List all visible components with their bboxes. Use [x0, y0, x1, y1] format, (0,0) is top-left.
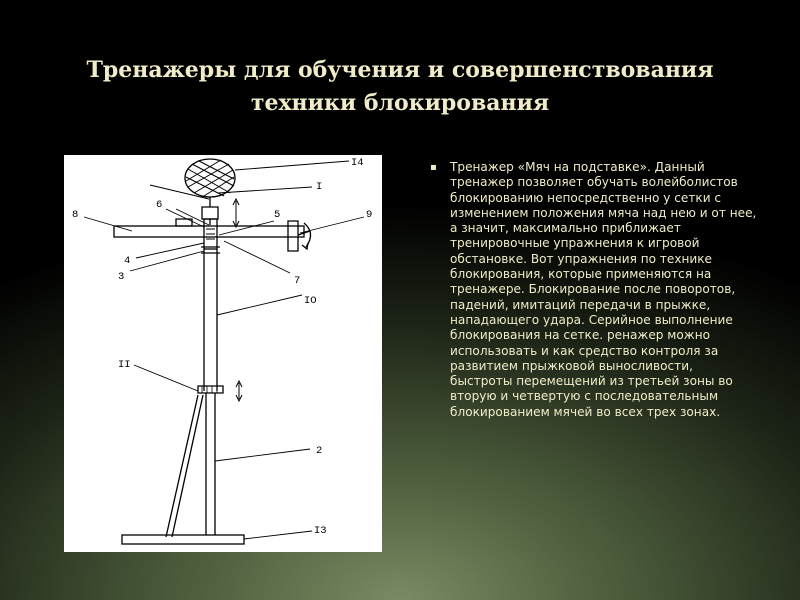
lower-mast	[206, 393, 215, 535]
leader-b	[150, 185, 209, 199]
leader-2	[215, 449, 310, 461]
square-bullet-icon: ▪	[430, 162, 437, 173]
crossbar	[114, 226, 304, 237]
leader-10	[217, 295, 302, 315]
leader-9	[300, 217, 364, 233]
label-7: 7	[294, 275, 301, 287]
ball-rod	[202, 197, 218, 219]
leader-5	[219, 221, 274, 235]
bullet-item	[428, 160, 758, 420]
brace	[166, 395, 203, 537]
bullet-text: Тренажер «Мяч на подставке». Данный тренажер позволяет обучать волейболистов блокированию непосредственно у сетки с изменением положения мяча над нею и от нее, а значит, максимально приближает тренировочные упражнения к игровой обстановке. Вот упражнения по технике блокирования, которые применяются на тренажере. Блокирование после поворотов, падений, имитаций передачи в прыжке, нападающего удара. Серийное выполнение блокирования на сетке. ренажер можно использовать и как средство контроля за развитием прыжковой выносливости, быстроты перемещений из третьей зоны во вторую и четвертую с последовательным блокированием мячей во всех трех зонах.	[450, 160, 757, 419]
label-4: 4	[124, 255, 131, 267]
trainer-diagram	[64, 155, 382, 552]
label-3: 3	[118, 271, 125, 283]
title-line-2: техники блокирования	[250, 90, 550, 116]
upper-mast	[204, 249, 217, 391]
label-1: I	[316, 181, 323, 193]
label-14: I4	[351, 157, 364, 169]
label-13: I3	[314, 525, 327, 537]
leader-7	[224, 241, 290, 273]
base	[122, 535, 244, 544]
label-9: 9	[366, 209, 373, 221]
leader-13	[244, 531, 312, 539]
leader-6a	[166, 209, 204, 227]
ball-pattern	[186, 160, 234, 196]
leader-11	[134, 365, 198, 391]
leader-8	[84, 217, 132, 231]
label-6: 6	[156, 199, 163, 211]
label-10: IO	[304, 295, 317, 307]
trainer-diagram-drawing	[64, 155, 382, 552]
slide-title	[0, 54, 800, 120]
title-line-1: Тренажеры для обучения и совершенствования	[86, 57, 714, 83]
label-5: 5	[274, 209, 281, 221]
label-11: II	[118, 359, 131, 371]
bullet-list	[428, 160, 758, 420]
leader-14	[235, 161, 349, 170]
leader-4	[136, 243, 204, 258]
leader-3	[130, 251, 204, 271]
label-8: 8	[72, 209, 79, 221]
label-2: 2	[316, 445, 323, 457]
